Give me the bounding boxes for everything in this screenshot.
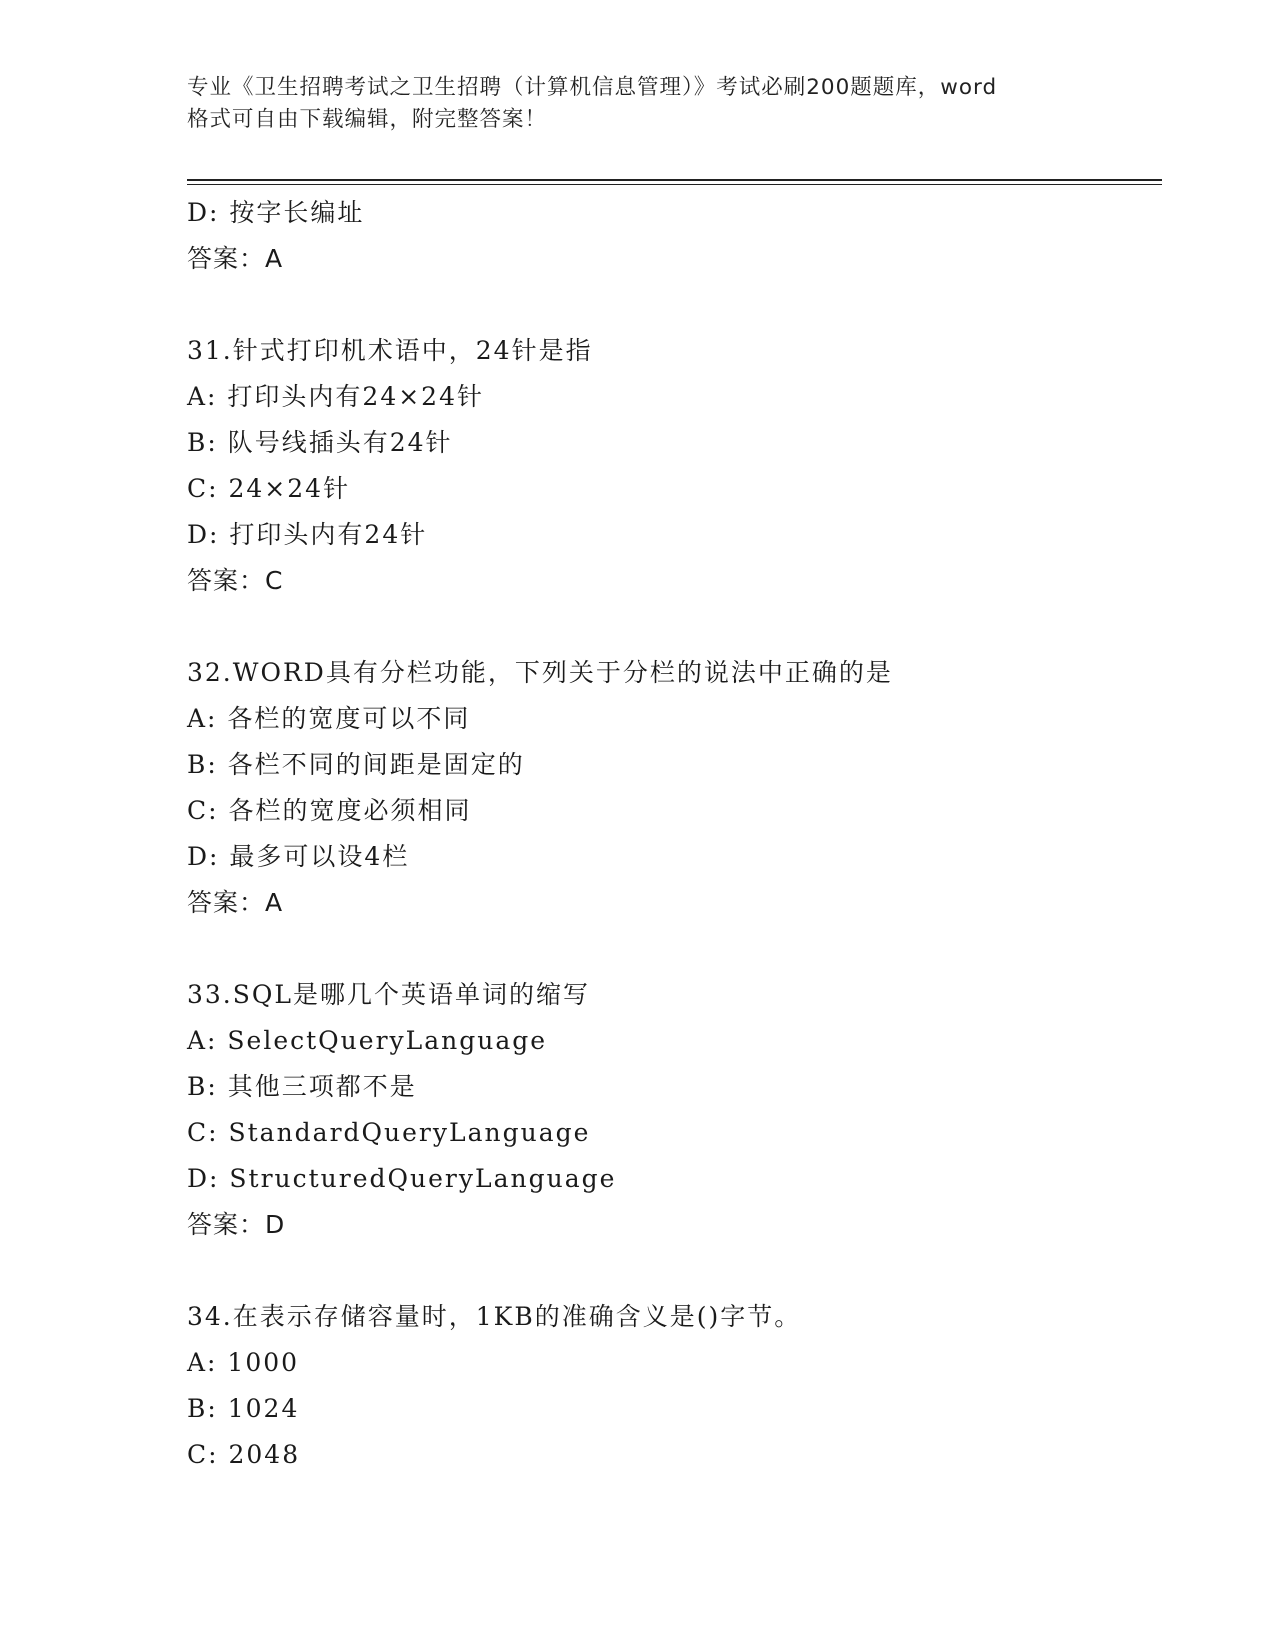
option-a: A: 1000 bbox=[187, 1348, 300, 1377]
header-title-line-2: 格式可自由下载编辑，附完整答案！ bbox=[187, 107, 548, 132]
header-title-line-1: 专业《卫生招聘考试之卫生招聘（计算机信息管理）》考试必刷200题题库，word bbox=[187, 75, 998, 100]
spacer bbox=[187, 604, 1162, 650]
header-divider bbox=[187, 179, 1162, 181]
spacer bbox=[187, 926, 1162, 972]
option-b: B: 其他三项都不是 bbox=[187, 1072, 417, 1101]
option-c: C: 各栏的宽度必须相同 bbox=[187, 796, 472, 825]
document-body bbox=[187, 190, 1162, 1478]
option-a: A: SelectQueryLanguage bbox=[187, 1026, 548, 1055]
question-32 bbox=[187, 650, 1162, 926]
header-divider-thin bbox=[187, 184, 1162, 185]
spacer bbox=[187, 1248, 1162, 1294]
option-c: C: StandardQueryLanguage bbox=[187, 1118, 591, 1147]
option-b: B: 各栏不同的间距是固定的 bbox=[187, 750, 525, 779]
option-c: C: 24×24针 bbox=[187, 474, 351, 503]
option-a: A: 打印头内有24×24针 bbox=[187, 382, 484, 411]
option-d: D: 按字长编址 bbox=[187, 198, 365, 227]
question-stem: 34.在表示存储容量时，1KB的准确含义是()字节。 bbox=[187, 1302, 802, 1331]
question-stem: 33.SQL是哪几个英语单词的缩写 bbox=[187, 980, 590, 1009]
option-b: B: 1024 bbox=[187, 1394, 300, 1423]
answer-line: 答案：C bbox=[187, 566, 284, 595]
question-stem: 31.针式打印机术语中，24针是指 bbox=[187, 336, 593, 365]
question-31 bbox=[187, 328, 1162, 604]
question-stem: 32.WORD具有分栏功能，下列关于分栏的说法中正确的是 bbox=[187, 658, 893, 687]
document-header bbox=[187, 72, 1107, 136]
answer-line: 答案：D bbox=[187, 1210, 286, 1239]
option-d: D: 打印头内有24针 bbox=[187, 520, 428, 549]
question-33 bbox=[187, 972, 1162, 1248]
question-fragment bbox=[187, 190, 1162, 282]
option-c: C: 2048 bbox=[187, 1440, 301, 1469]
option-d: D: StructuredQueryLanguage bbox=[187, 1164, 617, 1193]
option-a: A: 各栏的宽度可以不同 bbox=[187, 704, 471, 733]
question-34 bbox=[187, 1294, 1162, 1478]
option-d: D: 最多可以设4栏 bbox=[187, 842, 410, 871]
answer-line: 答案：A bbox=[187, 888, 284, 917]
spacer bbox=[187, 282, 1162, 328]
option-b: B: 队号线插头有24针 bbox=[187, 428, 453, 457]
answer-line: 答案：A bbox=[187, 244, 284, 273]
